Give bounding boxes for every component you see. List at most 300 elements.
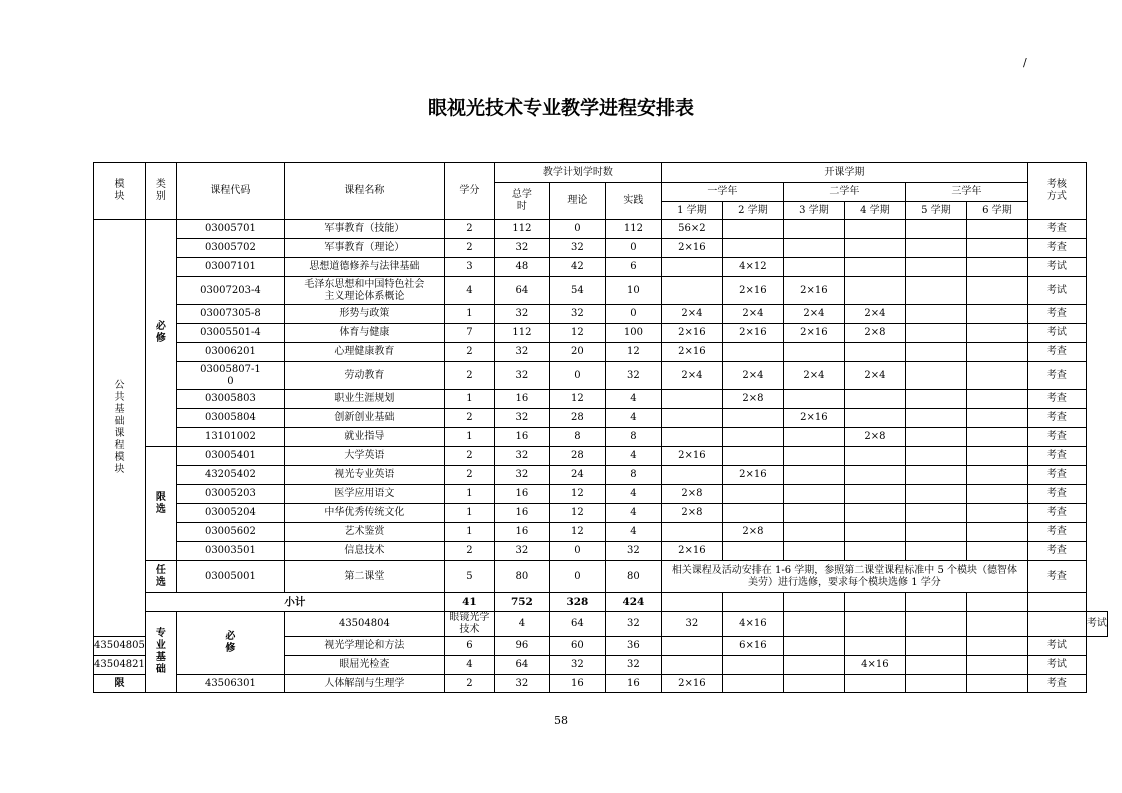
course-practice: 0 <box>605 305 661 324</box>
header-category <box>145 163 176 220</box>
sem-3-cell <box>783 656 844 675</box>
sem-5-cell <box>905 409 966 428</box>
course-credit: 1 <box>444 305 494 324</box>
sem-2-cell: 2×16 <box>722 277 783 305</box>
course-name: 军事教育（理论） <box>284 239 444 258</box>
course-exam: 考查 <box>1027 523 1086 542</box>
category-optional-label: 任选 <box>155 564 166 588</box>
sem-5-cell <box>905 504 966 523</box>
header-year1: 一学年 <box>661 183 783 202</box>
sem-4-cell <box>844 447 905 466</box>
course-credit: 2 <box>444 343 494 362</box>
header-practice: 实践 <box>605 183 661 220</box>
sem-5-cell <box>905 277 966 305</box>
course-exam: 考查 <box>1027 485 1086 504</box>
course-total: 96 <box>494 637 549 656</box>
course-exam: 考查 <box>1027 220 1086 239</box>
course-name: 视光学理论和方法 <box>284 637 444 656</box>
header-total <box>494 183 549 220</box>
course-total: 32 <box>494 305 549 324</box>
sem-4-cell <box>844 220 905 239</box>
sem-1-cell: 4×16 <box>722 612 783 637</box>
header-sem-3: 3 学期 <box>783 202 844 220</box>
sem-6-cell <box>966 305 1027 324</box>
module-public <box>94 220 146 637</box>
table-row <box>94 390 1108 409</box>
sem-6-cell <box>966 239 1027 258</box>
course-code: 43504804 <box>284 612 444 637</box>
course-code: 03003501 <box>176 542 284 561</box>
course-name <box>284 277 444 305</box>
course-practice: 4 <box>605 504 661 523</box>
category-prof-limited: 限 <box>94 675 146 693</box>
header-code: 课程代码 <box>176 163 284 220</box>
course-total: 16 <box>494 504 549 523</box>
course-practice: 8 <box>605 466 661 485</box>
category-prof-required-label: 必修 <box>225 631 236 654</box>
sem-3-cell <box>844 612 905 637</box>
sem-4-cell <box>844 239 905 258</box>
course-exam: 考查 <box>1027 343 1086 362</box>
sem-5-cell <box>905 637 966 656</box>
sem-5-cell <box>905 305 966 324</box>
subtotal-total: 752 <box>494 593 549 612</box>
course-name: 大学英语 <box>284 447 444 466</box>
sem-3-cell <box>783 675 844 693</box>
sem-6-cell <box>966 428 1027 447</box>
header-module <box>94 163 146 220</box>
course-credit: 2 <box>444 447 494 466</box>
table-row <box>94 409 1108 428</box>
sem-2-cell: 2×8 <box>722 523 783 542</box>
subtotal-practice: 424 <box>605 593 661 612</box>
course-theory: 16 <box>549 675 605 693</box>
course-name: 中华优秀传统文化 <box>284 504 444 523</box>
sem-2-cell <box>722 428 783 447</box>
sem-5-cell <box>905 220 966 239</box>
course-exam: 考试 <box>1086 612 1107 637</box>
course-name: 形势与政策 <box>284 305 444 324</box>
sem-5-cell <box>905 324 966 343</box>
course-practice: 32 <box>661 612 722 637</box>
sem-5-cell <box>905 675 966 693</box>
header-theory: 理论 <box>549 183 605 220</box>
course-code: 03005401 <box>176 447 284 466</box>
course-total: 112 <box>494 220 549 239</box>
course-name: 眼镜光学技术 <box>444 612 494 637</box>
course-code: 43205402 <box>176 466 284 485</box>
sem-6-cell <box>966 447 1027 466</box>
course-total: 32 <box>494 675 549 693</box>
course-theory: 12 <box>549 390 605 409</box>
sem-4-cell <box>844 258 905 277</box>
sem-1-cell: 2×16 <box>661 447 722 466</box>
course-name: 军事教育（技能） <box>284 220 444 239</box>
course-name: 心理健康教育 <box>284 343 444 362</box>
sem-1-cell: 2×8 <box>661 504 722 523</box>
header-year3: 三学年 <box>905 183 1027 202</box>
sem-4-cell: 2×8 <box>844 428 905 447</box>
course-code: 03005204 <box>176 504 284 523</box>
course-name: 艺术鉴赏 <box>284 523 444 542</box>
course-practice: 32 <box>605 542 661 561</box>
table-row <box>94 258 1108 277</box>
course-practice: 10 <box>605 277 661 305</box>
course-credit: 1 <box>444 504 494 523</box>
course-name: 视光专业英语 <box>284 466 444 485</box>
course-exam: 考查 <box>1027 561 1086 593</box>
sem-1-cell: 2×4 <box>661 305 722 324</box>
course-total: 64 <box>494 656 549 675</box>
sem-3-cell <box>783 447 844 466</box>
sem-4-cell <box>844 675 905 693</box>
header-sem-5: 5 学期 <box>905 202 966 220</box>
course-code: 43504821 <box>94 656 146 675</box>
sem-1-cell <box>661 409 722 428</box>
sem-6-cell <box>966 523 1027 542</box>
course-theory: 28 <box>549 447 605 466</box>
sem-5-cell <box>905 447 966 466</box>
course-theory: 12 <box>549 324 605 343</box>
sem-3-cell <box>783 523 844 542</box>
sem-2-cell: 2×4 <box>722 305 783 324</box>
header-year2: 二学年 <box>783 183 905 202</box>
course-theory: 32 <box>549 656 605 675</box>
sem-1-cell <box>661 258 722 277</box>
sem-3-cell <box>783 258 844 277</box>
course-name-text: 毛泽东思想和中国特色社会主义理论体系概论 <box>304 278 425 302</box>
course-total: 32 <box>494 466 549 485</box>
sem-5-cell <box>966 612 1027 637</box>
sem-5-cell <box>905 656 966 675</box>
sem-3-cell <box>783 593 844 612</box>
course-name: 医学应用语文 <box>284 485 444 504</box>
module-public-label: 公共基础课程模块 <box>114 380 125 475</box>
sem-1-cell <box>661 593 722 612</box>
course-code: 03005701 <box>176 220 284 239</box>
course-total: 64 <box>549 612 605 637</box>
course-theory: 0 <box>549 362 605 390</box>
header-semesters-group: 开课学期 <box>661 163 1027 183</box>
course-code: 43504805 <box>94 637 146 656</box>
course-exam: 考查 <box>1027 428 1086 447</box>
sem-4-cell <box>844 593 905 612</box>
course-practice: 4 <box>605 523 661 542</box>
sem-6-cell <box>966 390 1027 409</box>
course-theory: 0 <box>549 561 605 593</box>
sem-5-cell <box>905 593 966 612</box>
header-hours-group: 教学计划学时数 <box>494 163 661 183</box>
course-credit: 2 <box>444 542 494 561</box>
course-code <box>176 362 284 390</box>
course-theory: 20 <box>549 343 605 362</box>
header-sem-6: 6 学期 <box>966 202 1027 220</box>
course-total: 48 <box>494 258 549 277</box>
course-name: 就业指导 <box>284 428 444 447</box>
sem-1-cell <box>661 277 722 305</box>
course-credit: 1 <box>444 428 494 447</box>
course-exam: 考试 <box>1027 656 1086 675</box>
course-exam: 考查 <box>1027 447 1086 466</box>
category-limited <box>145 447 176 561</box>
course-code: 03005702 <box>176 239 284 258</box>
sem-2-cell <box>722 504 783 523</box>
sem-5-cell <box>905 485 966 504</box>
sem-3-cell <box>783 390 844 409</box>
sem-1-cell: 2×16 <box>661 675 722 693</box>
table-row <box>94 447 1108 466</box>
sem-6-cell <box>966 258 1027 277</box>
course-practice: 12 <box>605 343 661 362</box>
sem-6-cell <box>966 637 1027 656</box>
sem-3-cell <box>783 428 844 447</box>
course-practice: 80 <box>605 561 661 593</box>
course-theory: 12 <box>549 485 605 504</box>
course-total: 32 <box>494 409 549 428</box>
sem-3-cell <box>783 504 844 523</box>
sem-4-cell <box>844 390 905 409</box>
header-name: 课程名称 <box>284 163 444 220</box>
course-total: 32 <box>494 239 549 258</box>
course-code: 03007305-8 <box>176 305 284 324</box>
sem-5-cell <box>905 239 966 258</box>
table-row <box>94 277 1108 305</box>
sem-2-cell <box>783 612 844 637</box>
sem-4-cell <box>905 612 966 637</box>
course-credit: 3 <box>444 258 494 277</box>
course-code: 03007101 <box>176 258 284 277</box>
course-total: 80 <box>494 561 549 593</box>
sem-1-cell <box>661 466 722 485</box>
course-practice: 4 <box>605 485 661 504</box>
sem-4-cell <box>844 637 905 656</box>
sem-5-cell <box>905 542 966 561</box>
table-row <box>94 239 1108 258</box>
course-exam: 考查 <box>1027 305 1086 324</box>
course-theory: 32 <box>605 612 661 637</box>
table-row <box>94 675 1108 693</box>
sem-2-cell: 6×16 <box>722 637 783 656</box>
header-total-label: 总学时 <box>511 189 532 212</box>
sem-6-cell <box>966 343 1027 362</box>
sem-1-cell <box>661 390 722 409</box>
table-row <box>94 542 1108 561</box>
course-theory: 28 <box>549 409 605 428</box>
header-row-1 <box>94 163 1108 183</box>
second-classroom-note-text: 相关课程及活动安排在 1-6 学期，参照第二课堂课程标准中 5 个模块（德智体美劳）进行选修，要求每个模块选修 1 学分 <box>671 564 1017 588</box>
course-theory: 12 <box>549 523 605 542</box>
course-exam <box>1027 593 1086 612</box>
course-code: 03007203-4 <box>176 277 284 305</box>
course-code: 03006201 <box>176 343 284 362</box>
course-name: 劳动教育 <box>284 362 444 390</box>
sem-4-cell: 2×8 <box>844 324 905 343</box>
table-row <box>94 220 1108 239</box>
table-row <box>94 485 1108 504</box>
course-total: 16 <box>494 485 549 504</box>
sem-5-cell <box>905 362 966 390</box>
sem-5-cell <box>905 523 966 542</box>
subtotal-row <box>94 593 1108 612</box>
sem-3-cell: 2×4 <box>783 362 844 390</box>
sem-3-cell <box>783 239 844 258</box>
sem-2-cell: 2×16 <box>722 466 783 485</box>
sem-3-cell: 2×16 <box>783 324 844 343</box>
header-sem-4: 4 学期 <box>844 202 905 220</box>
table-row <box>94 305 1108 324</box>
course-exam: 考查 <box>1027 390 1086 409</box>
course-credit: 2 <box>444 675 494 693</box>
course-theory: 32 <box>549 305 605 324</box>
course-total: 32 <box>494 362 549 390</box>
course-credit: 7 <box>444 324 494 343</box>
sem-6-cell <box>966 504 1027 523</box>
course-total: 112 <box>494 324 549 343</box>
course-practice: 36 <box>605 637 661 656</box>
course-code: 03005602 <box>176 523 284 542</box>
course-practice: 16 <box>605 675 661 693</box>
sem-2-cell <box>722 343 783 362</box>
header-credit: 学分 <box>444 163 494 220</box>
sem-4-cell <box>844 466 905 485</box>
sem-1-cell: 2×16 <box>661 343 722 362</box>
course-theory: 32 <box>549 239 605 258</box>
schedule-table <box>93 162 1108 693</box>
sem-3-cell: 2×4 <box>783 305 844 324</box>
sem-4-cell <box>844 542 905 561</box>
sem-5-cell <box>905 343 966 362</box>
sem-2-cell <box>722 239 783 258</box>
course-name: 人体解剖与生理学 <box>284 675 444 693</box>
sem-1-cell <box>661 637 722 656</box>
header-exam <box>1027 163 1086 220</box>
course-theory: 54 <box>549 277 605 305</box>
sem-2-cell <box>722 447 783 466</box>
course-exam: 考查 <box>1027 675 1086 693</box>
corner-mark: / <box>1023 56 1027 69</box>
course-practice: 100 <box>605 324 661 343</box>
sem-1-cell: 2×16 <box>661 239 722 258</box>
sem-4-cell <box>844 504 905 523</box>
sem-3-cell <box>783 637 844 656</box>
sem-6-cell <box>966 593 1027 612</box>
course-total: 32 <box>494 447 549 466</box>
sem-2-cell <box>722 542 783 561</box>
table-row <box>94 504 1108 523</box>
course-exam: 考查 <box>1027 362 1086 390</box>
sem-1-cell: 56×2 <box>661 220 722 239</box>
sem-5-cell <box>905 258 966 277</box>
category-required <box>145 220 176 447</box>
course-code: 13101002 <box>176 428 284 447</box>
header-exam-label: 考核方式 <box>1046 179 1067 202</box>
sem-6-cell <box>966 409 1027 428</box>
sem-4-cell <box>844 343 905 362</box>
course-credit: 6 <box>444 637 494 656</box>
sem-2-cell <box>722 656 783 675</box>
header-sem-2: 2 学期 <box>722 202 783 220</box>
sem-3-cell: 2×16 <box>783 409 844 428</box>
course-code-text: 03005807-10 <box>200 363 261 387</box>
table-row <box>94 362 1108 390</box>
course-name: 思想道德修养与法律基础 <box>284 258 444 277</box>
header-sem-1: 1 学期 <box>661 202 722 220</box>
course-name: 信息技术 <box>284 542 444 561</box>
sem-4-cell <box>844 523 905 542</box>
sem-6-cell <box>1027 612 1086 637</box>
course-exam: 考查 <box>1027 466 1086 485</box>
sem-2-cell <box>722 220 783 239</box>
course-practice: 6 <box>605 258 661 277</box>
course-credit: 2 <box>444 239 494 258</box>
header-module-label: 模块 <box>114 179 125 202</box>
course-exam: 考查 <box>1027 239 1086 258</box>
sem-3-cell: 2×16 <box>783 277 844 305</box>
course-theory: 60 <box>549 637 605 656</box>
course-practice: 8 <box>605 428 661 447</box>
sem-1-cell: 2×16 <box>661 324 722 343</box>
sem-2-cell <box>722 675 783 693</box>
header-category-label: 类别 <box>155 179 166 202</box>
sem-2-cell <box>722 593 783 612</box>
course-name: 创新创业基础 <box>284 409 444 428</box>
sem-6-cell <box>966 656 1027 675</box>
course-practice: 4 <box>605 447 661 466</box>
sem-2-cell <box>722 485 783 504</box>
course-name: 第二课堂 <box>284 561 444 593</box>
course-exam: 考查 <box>1027 504 1086 523</box>
course-credit: 2 <box>444 362 494 390</box>
sem-6-cell <box>966 362 1027 390</box>
course-theory: 24 <box>549 466 605 485</box>
category-required-label: 必修 <box>155 321 166 344</box>
course-practice: 0 <box>605 239 661 258</box>
course-total: 16 <box>494 390 549 409</box>
course-credit: 1 <box>444 523 494 542</box>
sem-3-cell <box>783 220 844 239</box>
course-code: 03005001 <box>176 561 284 593</box>
sem-1-cell <box>661 656 722 675</box>
sem-3-cell <box>783 542 844 561</box>
course-credit: 2 <box>444 466 494 485</box>
sem-1-cell: 2×8 <box>661 485 722 504</box>
course-theory: 12 <box>549 504 605 523</box>
table-row <box>94 428 1108 447</box>
course-practice: 4 <box>605 390 661 409</box>
table-row <box>94 523 1108 542</box>
course-theory: 8 <box>549 428 605 447</box>
table-row <box>94 324 1108 343</box>
course-code: 03005501-4 <box>176 324 284 343</box>
course-exam: 考试 <box>1027 258 1086 277</box>
course-total: 16 <box>494 428 549 447</box>
sem-6-cell <box>966 485 1027 504</box>
sem-1-cell: 2×4 <box>661 362 722 390</box>
subtotal-credit: 41 <box>444 593 494 612</box>
table-row <box>94 612 1108 637</box>
table-row <box>94 343 1108 362</box>
sem-2-cell: 4×12 <box>722 258 783 277</box>
sem-5-cell <box>905 428 966 447</box>
sem-6-cell <box>966 277 1027 305</box>
course-name: 体育与健康 <box>284 324 444 343</box>
sem-2-cell <box>722 409 783 428</box>
course-credit: 4 <box>444 277 494 305</box>
sem-4-cell <box>844 409 905 428</box>
course-total: 32 <box>494 343 549 362</box>
sem-6-cell <box>966 675 1027 693</box>
course-exam: 考试 <box>1027 277 1086 305</box>
